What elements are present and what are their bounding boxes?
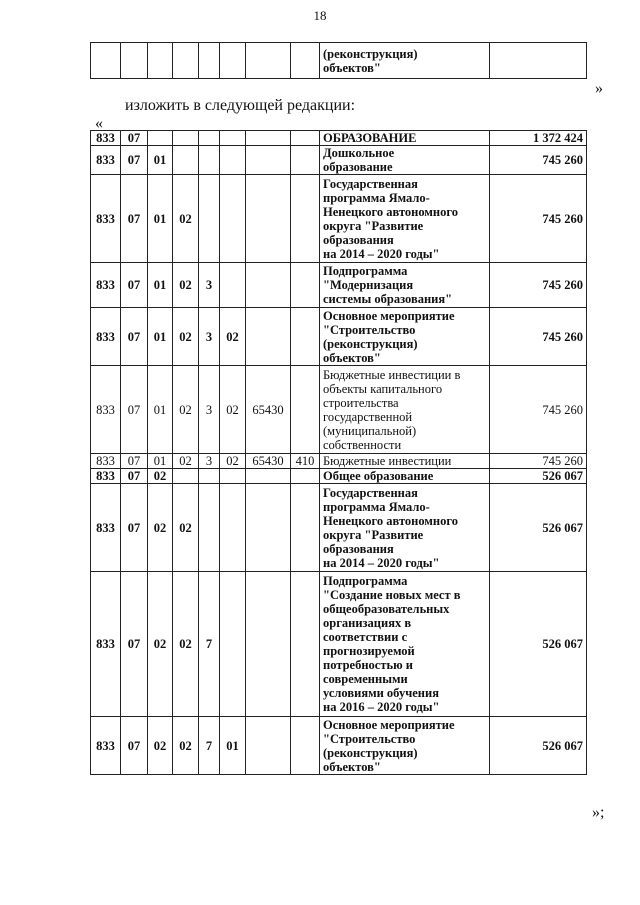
code-cell bbox=[246, 263, 291, 308]
code-cell: 01 bbox=[220, 717, 246, 775]
row-name: Подпрограмма "Модернизация системы образования" bbox=[320, 263, 490, 308]
code-cell: 07 bbox=[121, 263, 148, 308]
table-row bbox=[91, 469, 587, 484]
opening-quote: « bbox=[95, 115, 103, 132]
code-cell bbox=[220, 469, 246, 484]
table-row bbox=[91, 175, 587, 263]
table-row bbox=[91, 131, 587, 146]
code-cell bbox=[199, 484, 220, 572]
row-name: Государственная программа Ямало- Ненецкого автономного округа "Развитие образования на 2014 – 2020 годы" bbox=[320, 175, 490, 263]
code-cell bbox=[220, 146, 246, 175]
code-cell bbox=[291, 308, 320, 366]
code-cell: 65430 bbox=[246, 454, 291, 469]
amount-cell: 745 260 bbox=[490, 175, 587, 263]
code-cell bbox=[246, 175, 291, 263]
code-cell: 3 bbox=[199, 454, 220, 469]
code-cell: 833 bbox=[91, 717, 121, 775]
closing-quote-bottom: »; bbox=[592, 804, 605, 821]
amount-cell: 526 067 bbox=[490, 572, 587, 717]
code-cell: 02 bbox=[173, 717, 199, 775]
table-row bbox=[91, 43, 587, 79]
code-cell bbox=[173, 131, 199, 146]
row-name: Дошкольное образование bbox=[320, 146, 490, 175]
page-number: 18 bbox=[313, 8, 327, 23]
code-cell bbox=[173, 146, 199, 175]
row-name: Общее образование bbox=[320, 469, 490, 484]
code-cell: 65430 bbox=[246, 366, 291, 454]
amount-cell: 1 372 424 bbox=[490, 131, 587, 146]
code-cell bbox=[148, 131, 173, 146]
code-cell: 833 bbox=[91, 308, 121, 366]
code-cell bbox=[291, 131, 320, 146]
code-cell: 3 bbox=[199, 263, 220, 308]
amount-cell: 745 260 bbox=[490, 308, 587, 366]
amount-cell: 745 260 bbox=[490, 146, 587, 175]
code-cell bbox=[291, 484, 320, 572]
code-cell: 02 bbox=[148, 484, 173, 572]
table-row bbox=[91, 484, 587, 572]
closing-quote-top: » bbox=[595, 80, 603, 97]
table-row bbox=[91, 366, 587, 454]
code-cell: 02 bbox=[173, 366, 199, 454]
code-cell bbox=[246, 131, 291, 146]
table-row bbox=[91, 146, 587, 175]
code-cell: 7 bbox=[199, 572, 220, 717]
code-cell bbox=[291, 146, 320, 175]
code-cell bbox=[246, 484, 291, 572]
row-name: Бюджетные инвестиции в объекты капитального строительства государственной (муниципальной) собственности bbox=[320, 366, 490, 454]
row-name: (реконструкция) объектов" bbox=[320, 43, 490, 79]
code-cell: 833 bbox=[91, 366, 121, 454]
code-cell bbox=[220, 484, 246, 572]
code-cell: 833 bbox=[91, 146, 121, 175]
code-cell: 02 bbox=[173, 263, 199, 308]
code-cell bbox=[199, 175, 220, 263]
code-cell: 02 bbox=[148, 717, 173, 775]
code-cell: 07 bbox=[121, 484, 148, 572]
code-cell: 07 bbox=[121, 366, 148, 454]
row-name: Основное мероприятие "Строительство (реконструкция) объектов" bbox=[320, 308, 490, 366]
code-cell: 3 bbox=[199, 308, 220, 366]
code-cell bbox=[246, 717, 291, 775]
amount-cell: 526 067 bbox=[490, 717, 587, 775]
code-cell: 07 bbox=[121, 175, 148, 263]
code-cell: 02 bbox=[220, 454, 246, 469]
code-cell bbox=[246, 572, 291, 717]
code-cell: 833 bbox=[91, 572, 121, 717]
code-cell: 833 bbox=[91, 131, 121, 146]
code-cell: 833 bbox=[91, 469, 121, 484]
amount-cell: 745 260 bbox=[490, 263, 587, 308]
amount-cell: 526 067 bbox=[490, 484, 587, 572]
code-cell: 07 bbox=[121, 717, 148, 775]
code-cell: 07 bbox=[121, 572, 148, 717]
code-cell bbox=[246, 308, 291, 366]
code-cell bbox=[199, 131, 220, 146]
amount-cell: 526 067 bbox=[490, 469, 587, 484]
code-cell bbox=[246, 469, 291, 484]
code-cell: 07 bbox=[121, 308, 148, 366]
code-cell: 07 bbox=[121, 131, 148, 146]
code-cell: 01 bbox=[148, 146, 173, 175]
code-cell bbox=[199, 469, 220, 484]
code-cell: 07 bbox=[121, 146, 148, 175]
code-cell: 410 bbox=[291, 454, 320, 469]
amount-cell: 745 260 bbox=[490, 366, 587, 454]
code-cell bbox=[173, 469, 199, 484]
code-cell bbox=[220, 131, 246, 146]
row-name: Бюджетные инвестиции bbox=[320, 454, 490, 469]
row-name: Основное мероприятие "Строительство (реконструкция) объектов" bbox=[320, 717, 490, 775]
code-cell: 01 bbox=[148, 308, 173, 366]
code-cell: 02 bbox=[148, 469, 173, 484]
code-cell bbox=[220, 572, 246, 717]
code-cell: 02 bbox=[173, 572, 199, 717]
code-cell: 02 bbox=[173, 175, 199, 263]
code-cell: 02 bbox=[148, 572, 173, 717]
code-cell bbox=[291, 572, 320, 717]
code-cell: 07 bbox=[121, 454, 148, 469]
table-fragment-top bbox=[90, 42, 587, 79]
row-name: Государственная программа Ямало- Ненецкого автономного округа "Развитие образования на 2014 – 2020 годы" bbox=[320, 484, 490, 572]
code-cell bbox=[220, 175, 246, 263]
budget-table bbox=[90, 130, 587, 775]
code-cell: 01 bbox=[148, 175, 173, 263]
code-cell bbox=[291, 263, 320, 308]
code-cell: 833 bbox=[91, 484, 121, 572]
code-cell: 01 bbox=[148, 454, 173, 469]
code-cell: 02 bbox=[173, 484, 199, 572]
table-row bbox=[91, 263, 587, 308]
code-cell: 7 bbox=[199, 717, 220, 775]
code-cell bbox=[291, 717, 320, 775]
instruction-text: изложить в следующей редакции: bbox=[125, 97, 356, 114]
code-cell: 02 bbox=[220, 366, 246, 454]
code-cell: 833 bbox=[91, 263, 121, 308]
table-row bbox=[91, 454, 587, 469]
table-row bbox=[91, 717, 587, 775]
table-row bbox=[91, 308, 587, 366]
code-cell bbox=[291, 175, 320, 263]
code-cell bbox=[220, 263, 246, 308]
code-cell: 01 bbox=[148, 263, 173, 308]
code-cell bbox=[291, 366, 320, 454]
code-cell: 02 bbox=[173, 308, 199, 366]
code-cell: 833 bbox=[91, 175, 121, 263]
code-cell: 02 bbox=[173, 454, 199, 469]
code-cell: 07 bbox=[121, 469, 148, 484]
code-cell: 01 bbox=[148, 366, 173, 454]
code-cell: 833 bbox=[91, 454, 121, 469]
row-name: ОБРАЗОВАНИЕ bbox=[320, 131, 490, 146]
code-cell: 3 bbox=[199, 366, 220, 454]
code-cell: 02 bbox=[220, 308, 246, 366]
row-name: Подпрограмма "Создание новых мест в общеобразовательных организациях в соответствии с прогнозируемой потребностью и современными условиями обучения на 2016 – 2020 годы" bbox=[320, 572, 490, 717]
table-row bbox=[91, 572, 587, 717]
amount-cell: 745 260 bbox=[490, 454, 587, 469]
code-cell bbox=[291, 469, 320, 484]
code-cell bbox=[199, 146, 220, 175]
code-cell bbox=[246, 146, 291, 175]
